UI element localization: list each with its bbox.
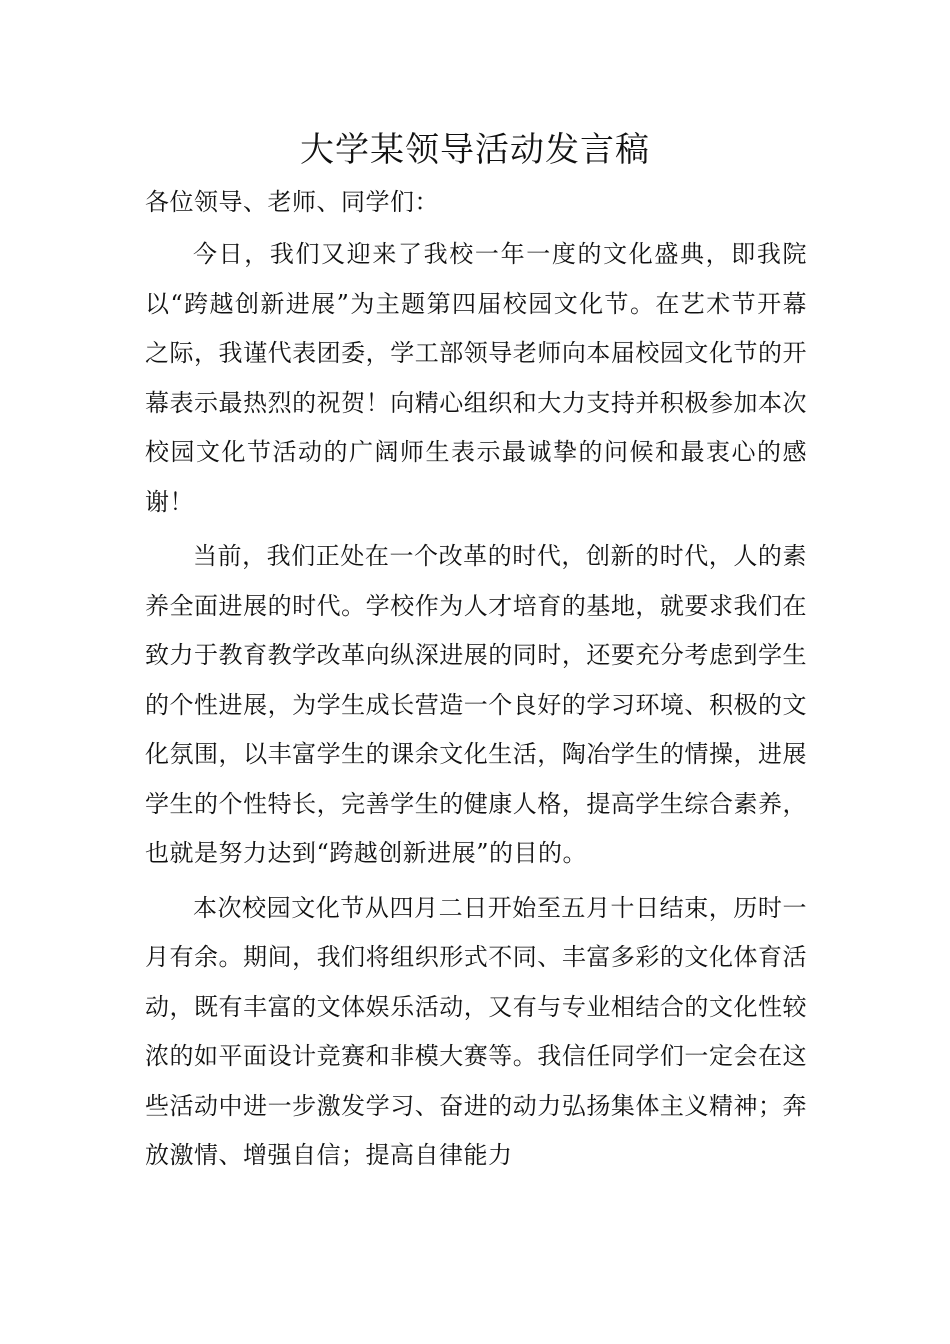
page-title: 大学某领导活动发言稿 bbox=[300, 130, 650, 170]
salutation: 各位领导、老师、同学们： bbox=[145, 188, 439, 216]
paragraph-1: 今日，我们又迎来了我校一年一度的文化盛典，即我院以“跨越创新进展”为主题第四届校园文化节。在艺术节开幕之际，我谨代表团委，学工部领导老师向本届校园文化节的开幕表示最热烈的祝贺！向精心组织和大力支持并积极参加本次校园文化节活动的广阔师生表示最诚挚的问候和最衷心的感谢！ bbox=[145, 240, 807, 516]
paragraph-3: 本次校园文化节从四月二日开始至五月十日结束，历时一月有余。期间，我们将组织形式不同、丰富多彩的文化体育活动，既有丰富的文体娱乐活动，又有与专业相结合的文化性较浓的如平面设计竞赛和非模大赛等。我信任同学们一定会在这些活动中进一步激发学习、奋进的动力弘扬集体主义精神；奔放激情、增强自信；提高自律能力 bbox=[145, 893, 807, 1169]
document-body bbox=[145, 178, 807, 1181]
paragraph-2: 当前，我们正处在一个改革的时代，创新的时代，人的素养全面进展的时代。学校作为人才培育的基地，就要求我们在致力于教育教学改革向纵深进展的同时，还要充分考虑到学生的个性进展，为学生成长营造一个良好的学习环境、积极的文化氛围，以丰富学生的课余文化生活，陶冶学生的情操，进展学生的个性特长，完善学生的健康人格，提高学生综合素养，也就是努力达到“跨越创新进展”的目的。 bbox=[145, 542, 807, 867]
